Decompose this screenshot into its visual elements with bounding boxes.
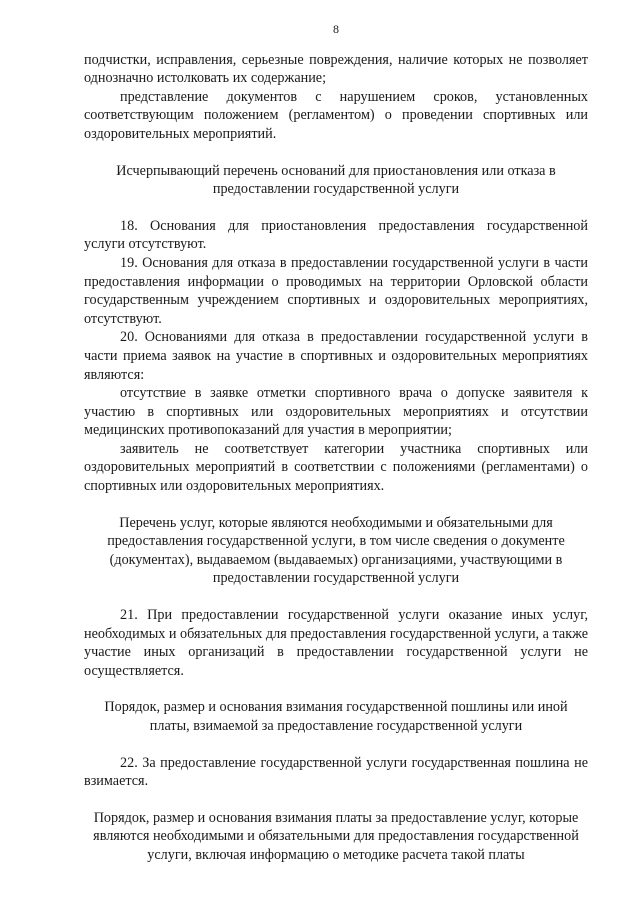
paragraph: заявитель не соответствует категории участника спортивных или оздоровительных мероприятий в соответствии с положениями (регламентами) о спортивных или оздоровительных мероприятиях. xyxy=(84,440,588,495)
document-page xyxy=(84,20,588,865)
section-heading: Перечень услуг, которые являются необходимыми и обязательными для предоставления государственной услуги, в том числе сведения о документе (документах), выдаваемом (выдаваемых) организациями, участвующими в предоставлении государственной услуги xyxy=(107,514,565,587)
paragraph: 19. Основания для отказа в предоставлении государственной услуги в части предоставления информации о проводимых на территории Орловской области государственным учреждением спортивных и оздоровительных мероприятиях, отсутствуют. xyxy=(84,254,588,327)
section-heading: Исчерпывающий перечень оснований для приостановления или отказа в предоставлении государственной услуги xyxy=(116,162,556,198)
section-spacer xyxy=(84,588,588,606)
document-body xyxy=(84,51,588,865)
section-spacer xyxy=(84,791,588,809)
section-spacer xyxy=(84,199,588,217)
paragraph: представление документов с нарушением сроков, установленных соответствующим положением (регламентом) о проведении спортивных или оздоровительных мероприятий. xyxy=(84,88,588,142)
section-heading: Порядок, размер и основания взимания государственной пошлины или иной платы, взимаемой за предоставление государственной услуги xyxy=(104,699,568,734)
paragraph: подчистки, исправления, серьезные повреждения, наличие которых не позволяет однозначно истолковать их содержание; xyxy=(84,51,588,87)
paragraph: 22. За предоставление государственной услуги государственная пошлина не взимается. xyxy=(84,754,588,790)
paragraph: 20. Основаниями для отказа в предоставлении государственной услуги в части приема заявок на участие в спортивных и оздоровительных мероприятиях являются: xyxy=(84,329,588,383)
paragraph: отсутствие в заявке отметки спортивного врача о допуске заявителя к участию в спортивных или оздоровительных мероприятиях и отсутствии медицинских противопоказаний для участия в мероприятии; xyxy=(84,385,588,439)
section-spacer xyxy=(84,680,588,698)
paragraph: 18. Основания для приостановления предоставления государственной услуги отсутствуют. xyxy=(84,217,588,253)
section-spacer xyxy=(84,496,588,514)
page-number: 8 xyxy=(333,22,339,36)
paragraph: 21. При предоставлении государственной услуги оказание иных услуг, необходимых и обязательных для предоставления государственной услуги, а также участие иных организаций в предоставлении государственной услуги не осуществляется. xyxy=(84,607,588,679)
section-heading: Порядок, размер и основания взимания платы за предоставление услуг, которые являются необходимыми и обязательными для предоставления государственной услуги, включая информацию о методике расчета такой платы xyxy=(93,809,579,863)
section-spacer xyxy=(84,736,588,754)
section-spacer xyxy=(84,144,588,162)
